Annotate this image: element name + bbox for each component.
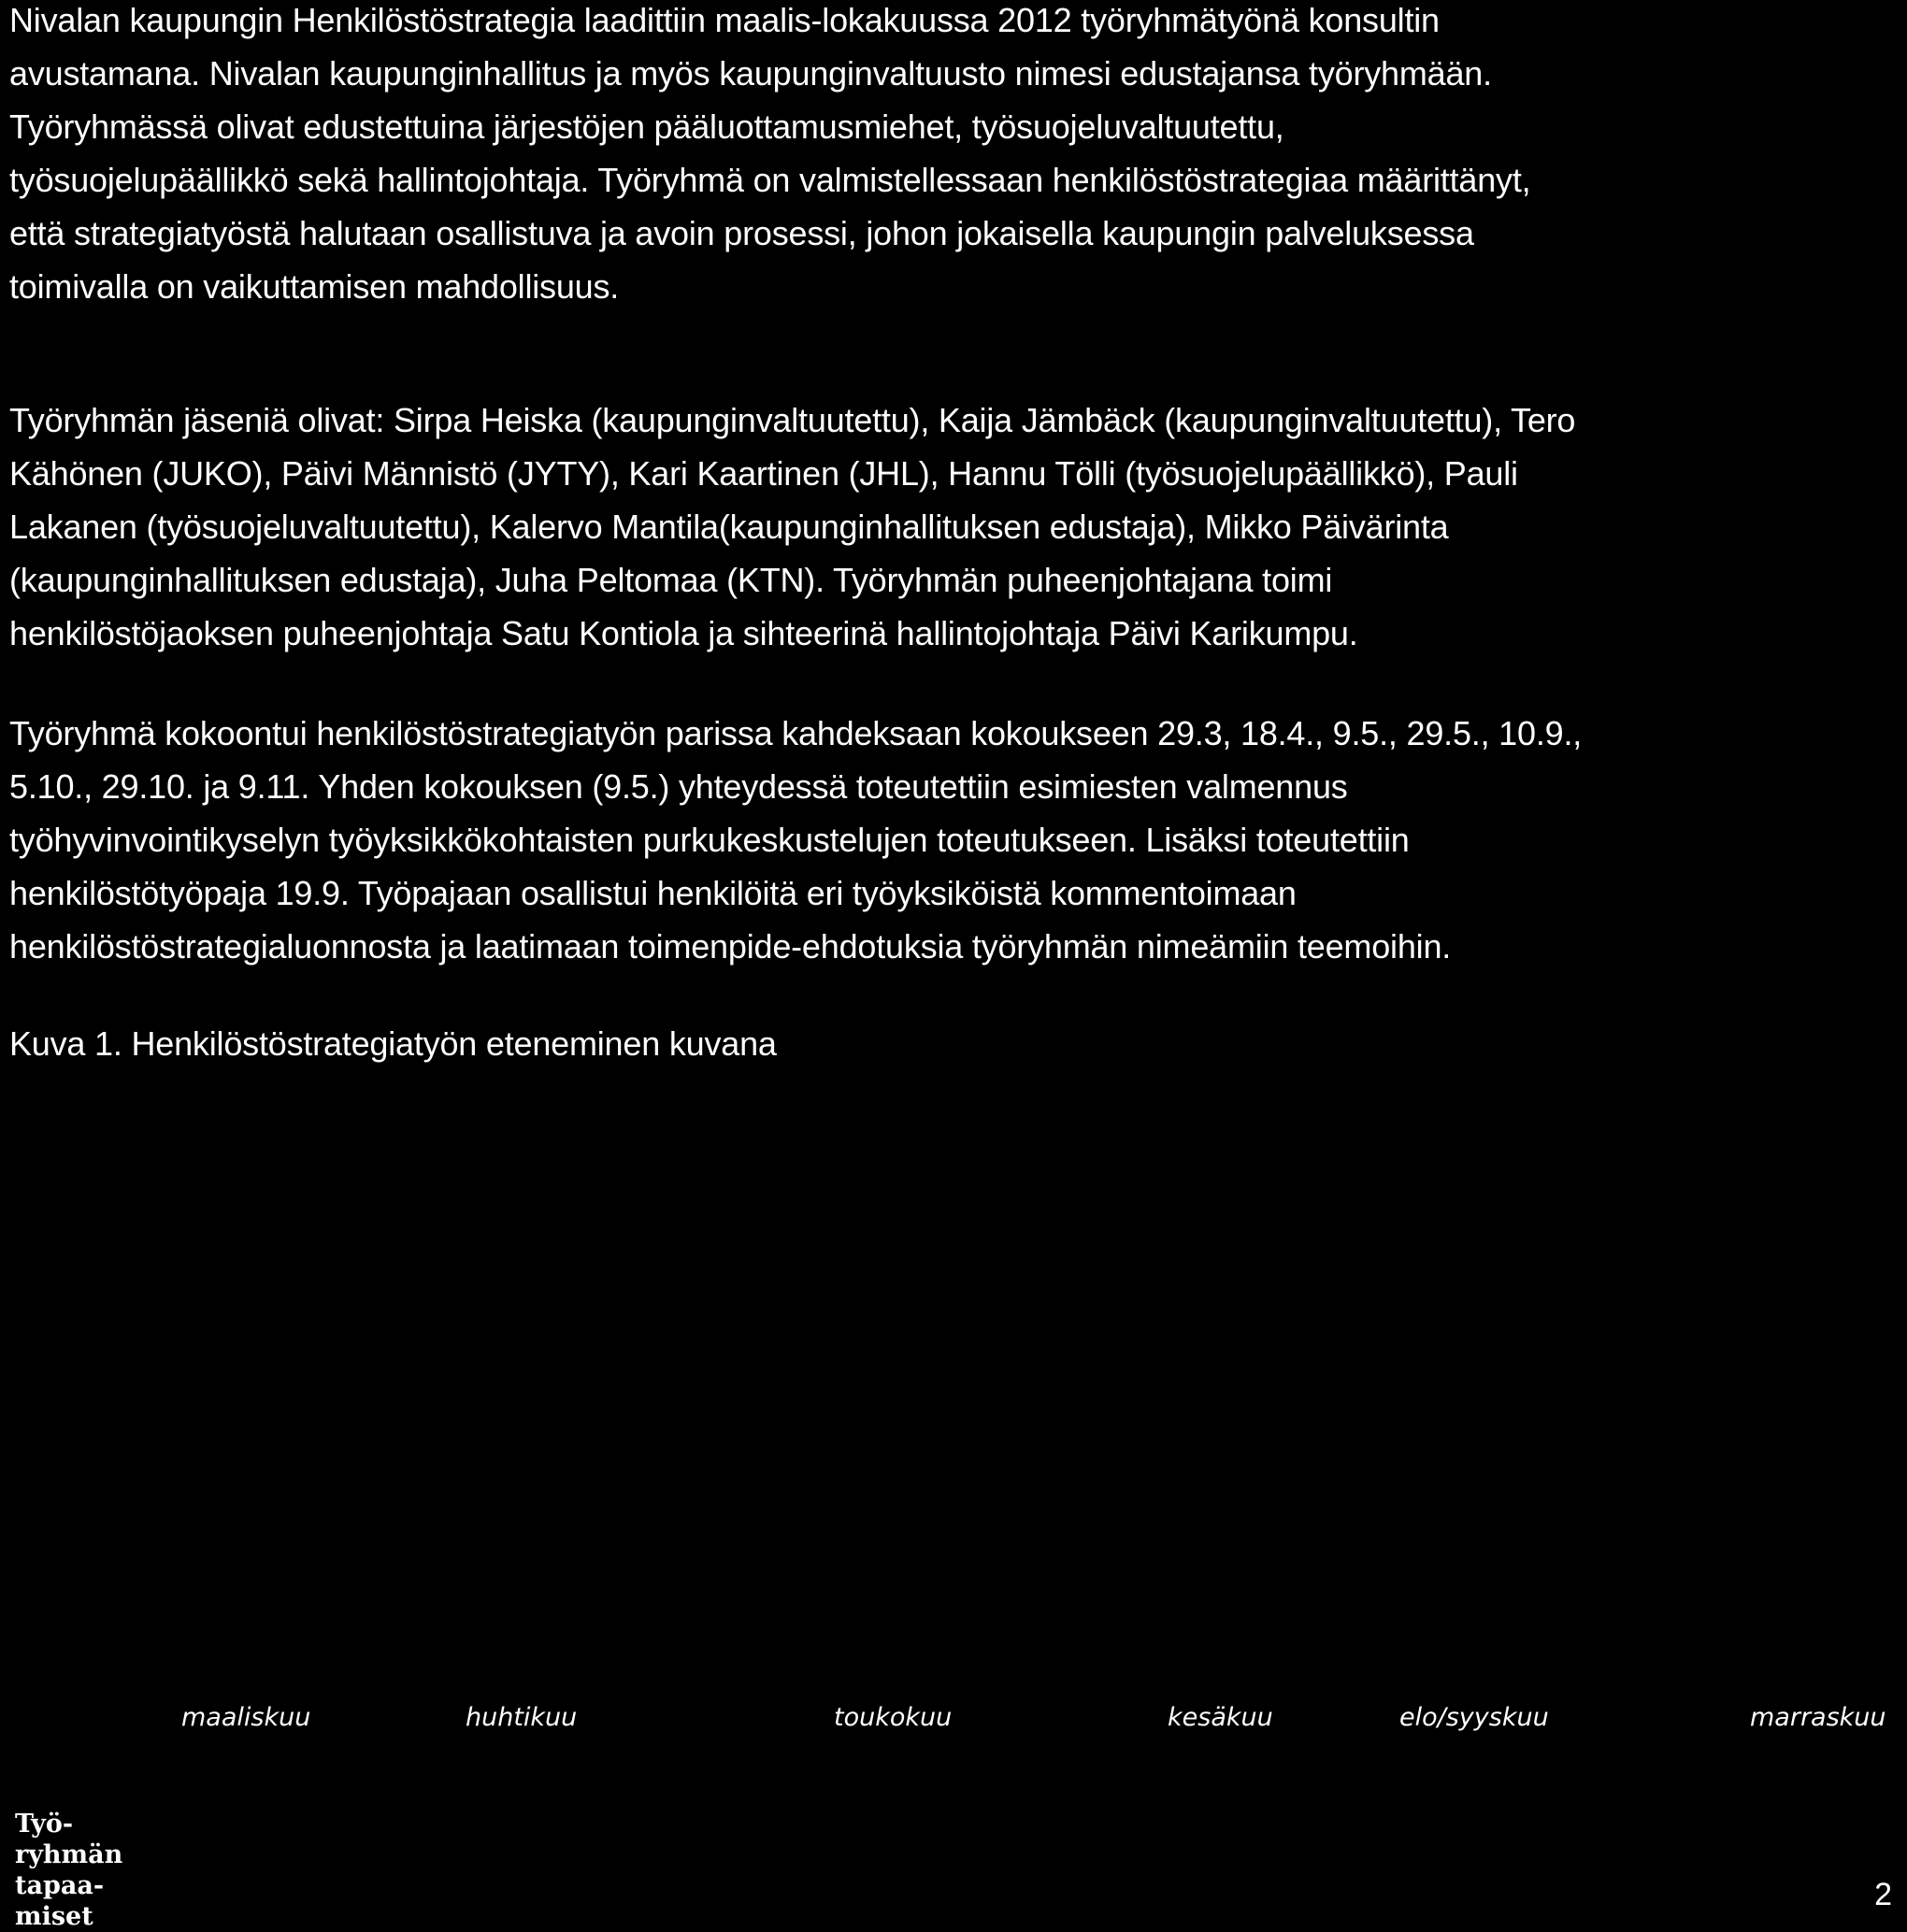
paragraph-line: Työryhmän jäseniä olivat: Sirpa Heiska (kaupunginvaltuutettu), Kaija Jämbäck (kaupunginvaltuutettu), Tero <box>9 401 1576 439</box>
page-number: 2 <box>1874 1877 1892 1912</box>
paragraph-line: työhyvinvointikyselyn työyksikkökohtaisten purkukeskustelujen toteutukseen. Lisäksi toteutettiin <box>9 821 1410 859</box>
paragraph-line: Työryhmä kokoontui henkilöstöstrategiatyön parissa kahdeksaan kokoukseen 29.3, 18.4., 9.5., 29.5., 10.9., <box>9 714 1583 752</box>
month-label: maaliskuu <box>181 1703 311 1732</box>
month-label: marraskuu <box>1750 1703 1886 1732</box>
paragraph-line: avustamana. Nivalan kaupunginhallitus ja myös kaupunginvaltuusto nimesi edustajansa työryhmään. <box>9 54 1492 93</box>
paragraph-line: 5.10., 29.10. ja 9.11. Yhden kokouksen (9.5.) yhteydessä toteutettiin esimiesten valmennus <box>9 767 1348 806</box>
paragraph-line: henkilöstöstrategialuonnosta ja laatimaan toimenpide-ehdotuksia työryhmän nimeämiin teemoihin. <box>9 927 1452 966</box>
paragraph-line: toimivalla on vaikuttamisen mahdollisuus. <box>9 267 620 306</box>
timeline-figure <box>0 1075 1907 1869</box>
paragraph-line: henkilöstöjaoksen puheenjohtaja Satu Kontiola ja sihteerinä hallintojohtaja Päivi Karikumpu. <box>9 614 1358 652</box>
paragraph-line: työsuojelupäällikkö sekä hallintojohtaja. Työryhmä on valmistellessaan henkilöstöstrategiaa määrittänyt, <box>9 161 1531 199</box>
paragraph-meetings <box>9 707 1582 973</box>
paragraph-line: että strategiatyöstä halutaan osallistuva ja avoin prosessi, johon jokaisella kaupungin palveluksessa <box>9 214 1474 252</box>
month-label: kesäkuu <box>1168 1703 1273 1732</box>
month-label: huhtikuu <box>466 1703 578 1732</box>
paragraph-line: henkilöstötyöpaja 19.9. Työpajaan osallistui henkilöitä eri työyksiköistä kommentoimaan <box>9 874 1297 912</box>
paragraph-line: Kähönen (JUKO), Päivi Männistö (JYTY), Kari Kaartinen (JHL), Hannu Tölli (työsuojelupäällikkö), Pauli <box>9 454 1518 493</box>
paragraph-line: (kaupunginhallituksen edustaja), Juha Peltomaa (KTN). Työryhmän puheenjohtajana toimi <box>9 561 1333 599</box>
paragraph-line: Nivalan kaupungin Henkilöstöstrategia laadittiin maalis-lokakuussa 2012 työryhmätyönä konsultin <box>9 1 1440 39</box>
paragraph-line: Työryhmässä olivat edustettuina järjestöjen pääluottamusmiehet, työsuojeluvaltuutettu, <box>9 107 1284 146</box>
row-label-line: ryhmän <box>15 1840 123 1869</box>
timeline-row-label <box>15 1809 122 1932</box>
paragraph-members <box>9 394 1575 660</box>
figure-caption: Kuva 1. Henkilöstöstrategiatyön eteneminen kuvana <box>9 1024 777 1063</box>
row-label-line: tapaa- <box>15 1871 105 1900</box>
row-label-line: miset <box>15 1902 93 1931</box>
paragraph-line: Lakanen (työsuojeluvaltuutettu), Kalervo Mantila(kaupunginhallituksen edustaja), Mikko Päivärinta <box>9 508 1449 546</box>
paragraph-intro <box>9 0 1530 313</box>
row-label-line: Työ- <box>15 1810 74 1839</box>
month-label: toukokuu <box>834 1703 953 1732</box>
month-label: elo/syyskuu <box>1399 1703 1549 1732</box>
